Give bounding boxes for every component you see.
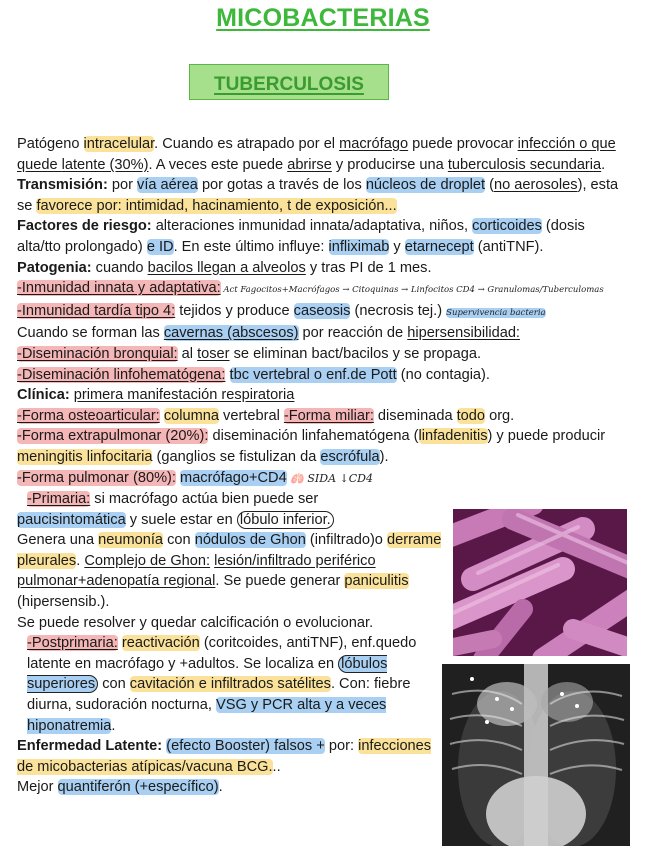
highlight-tbc-vertebral: tbc vertebral o enf.de Pott bbox=[229, 366, 397, 383]
text: con bbox=[163, 532, 195, 549]
text: . bbox=[111, 717, 116, 734]
text: Cuando se forman las bbox=[17, 325, 164, 342]
text: (ganglios se fistulizan da bbox=[152, 448, 321, 465]
highlight-forma-pulmonar: -Forma pulmonar (80%): bbox=[17, 469, 176, 486]
handwritten-sida-cd4: 🫁 SIDA ↓CD4 bbox=[286, 471, 373, 485]
forma-extrapulmonar-paragraph bbox=[17, 426, 622, 467]
text: (dosis alta/tto prolongado) bbox=[17, 218, 585, 255]
highlight-forma-miliar: -Forma miliar: bbox=[283, 407, 374, 424]
underline-primera-manifestacion: primera manifestación respiratoria bbox=[73, 387, 295, 404]
highlight-linfadenitis: linfadenitis bbox=[418, 428, 488, 445]
text: y tras PI de 1 mes. bbox=[305, 259, 432, 276]
text: tejidos y produce bbox=[175, 302, 294, 319]
primaria-line bbox=[17, 489, 442, 510]
text: y producirse una bbox=[331, 156, 448, 173]
highlight-reactivacion: reactivación bbox=[121, 635, 200, 652]
text: (infiltrado)o bbox=[305, 532, 387, 549]
section-title-box bbox=[189, 64, 389, 100]
highlight-via-aerea: vía aérea bbox=[137, 177, 198, 194]
highlight-cavitacion: cavitación e infiltrados satélites bbox=[129, 676, 331, 693]
underline-abrirse: abrirse bbox=[287, 156, 332, 173]
highlight-escrofula: escrófula bbox=[320, 448, 380, 465]
highlight-id: e ID bbox=[146, 238, 174, 255]
text: ), esta se bbox=[17, 177, 619, 214]
highlight-postprimaria: -Postprimaria: bbox=[27, 635, 118, 652]
text: . bbox=[218, 779, 223, 796]
text: por gotas a través de los bbox=[197, 177, 366, 194]
highlight-corticoides: corticoides bbox=[472, 218, 542, 235]
handwritten-immune-chain: Act Fagocitos+Macrófagos → Citoquinas → Linfocitos CD4 → Granulomas/Tuberculomas bbox=[220, 285, 604, 296]
text: . bbox=[601, 156, 606, 173]
highlight-infecciones-atipicas: infecciones de micobacterias atípicas/vacuna BCG. bbox=[17, 738, 432, 775]
text: . En este último influye: bbox=[173, 238, 329, 255]
latente-paragraph bbox=[17, 736, 442, 798]
text: .. bbox=[272, 758, 281, 775]
postprimaria-line bbox=[17, 633, 442, 736]
section-title: TUBERCULOSIS bbox=[214, 74, 364, 95]
highlight-primaria: -Primaria: bbox=[27, 491, 91, 508]
text: . Se puede generar bbox=[215, 573, 345, 590]
text: (no contagia). bbox=[396, 366, 490, 383]
text: por bbox=[107, 177, 138, 194]
text: . Cuando es atrapado por el bbox=[154, 136, 340, 152]
primaria-paragraph bbox=[17, 510, 442, 634]
underline-bacilos-alveolos: bacilos llegan a alveolos bbox=[147, 259, 306, 276]
clinica-line bbox=[17, 385, 622, 406]
highlight-forma-osteoarticular: -Forma osteoarticular: bbox=[17, 407, 160, 424]
text: diseminación linfahematógena ( bbox=[208, 428, 419, 445]
text: Mejor bbox=[17, 779, 58, 796]
underline-no-aerosoles: no aerosoles bbox=[494, 177, 578, 194]
text: diseminada bbox=[373, 407, 457, 424]
primaria-block bbox=[17, 489, 442, 798]
highlight-infliximab: infliximab bbox=[328, 238, 390, 255]
heading-enfermedad-latente: Enfermedad Latente: bbox=[17, 738, 163, 755]
highlight-neumonia: neumonía bbox=[98, 532, 164, 549]
highlight-inmunidad-innata: -Inmunidad innata y adaptativa: bbox=[17, 280, 221, 297]
highlight-dis-linfohematogena: -Diseminación linfohematógena: bbox=[17, 366, 226, 383]
text: se eliminan bact/bacilos y se propaga. bbox=[229, 345, 482, 362]
heading-clinica: Clínica: bbox=[17, 387, 70, 404]
highlight-forma-extrapulmonar: -Forma extrapulmonar (20%): bbox=[17, 428, 209, 445]
forma-pulmonar-line bbox=[17, 468, 622, 490]
text: vertebral bbox=[218, 407, 284, 424]
text: con bbox=[98, 676, 130, 693]
text: y suele estar en bbox=[125, 511, 237, 528]
page-title: MICOBACTERIAS bbox=[216, 4, 430, 32]
circled-lobulo-inferior: lóbulo inferior. bbox=[237, 511, 334, 529]
text: (antiTNF). bbox=[473, 238, 544, 255]
highlight-nodulos-ghon: nódulos de Ghon bbox=[194, 532, 306, 549]
underline-lesion-infiltrado: lesión/infiltrado periférico pulmonar+adenopatía regional bbox=[17, 552, 376, 590]
highlight-quantiferon: quantiferón (+específico) bbox=[57, 779, 219, 796]
underline-tbc-secundaria: tuberculosis secundaria bbox=[447, 156, 602, 173]
bacteria-micrograph-image bbox=[453, 509, 627, 656]
chest-xray-drawing bbox=[442, 664, 630, 846]
heading-transmision: Transmisión: bbox=[17, 177, 108, 194]
text: org. bbox=[485, 407, 515, 424]
text: y bbox=[389, 238, 405, 255]
forma-osteoarticular-line bbox=[17, 406, 622, 427]
highlight-inmunidad-tardia: -Inmunidad tardía tipo 4: bbox=[17, 302, 176, 319]
highlight-nucleos-droplet: núcleos de droplet bbox=[365, 177, 486, 194]
text: al bbox=[177, 345, 198, 362]
patogenia-paragraph bbox=[17, 258, 622, 279]
highlight-efecto-booster: (efecto Booster) falsos + bbox=[166, 738, 325, 755]
highlight-macrofago-cd4: macrófago+CD4 bbox=[180, 469, 287, 486]
bacteria-micrograph-drawing bbox=[453, 509, 627, 656]
underline-infeccion: infección o que quede bbox=[17, 136, 616, 173]
highlight-intracelular: intracelular bbox=[83, 136, 155, 152]
text: cuando bbox=[91, 259, 148, 276]
highlight-etarnecept: etarnecept bbox=[404, 238, 474, 255]
highlight-paucisintomatica: paucisintomática bbox=[17, 511, 126, 528]
cavernas-line bbox=[17, 323, 622, 344]
underline-hipersensibilidad: hipersensibilidad: bbox=[407, 325, 520, 342]
diseminacion-bronquial-line bbox=[17, 344, 622, 365]
diseminacion-linfo-line bbox=[17, 365, 622, 386]
underline-toser: toser bbox=[197, 345, 230, 362]
text: Genera una bbox=[17, 532, 99, 549]
highlight-columna: columna bbox=[163, 407, 219, 424]
highlight-paniculitis: paniculitis bbox=[344, 573, 409, 590]
factores-paragraph bbox=[17, 216, 622, 257]
text: Se puede resolver y quedar calcificación o evolucionar. bbox=[17, 614, 374, 631]
chest-xray-image bbox=[442, 664, 630, 846]
highlight-dis-bronquial: -Diseminación bronquial: bbox=[17, 345, 178, 362]
text: . bbox=[76, 552, 85, 569]
transmision-paragraph bbox=[17, 175, 622, 216]
inmunidad-innata-line bbox=[17, 278, 622, 301]
text: Patógeno bbox=[17, 136, 84, 152]
text: ). bbox=[379, 448, 389, 465]
highlight-cavernas: cavernas (abscesos) bbox=[163, 325, 299, 342]
highlight-vsg-pcr: VSG y PCR alta y a veces hiponatremia bbox=[27, 697, 387, 734]
handwritten-supervivencia: Supervivencia bacteria bbox=[446, 307, 546, 318]
text: ( bbox=[485, 177, 494, 194]
text: por reacción de bbox=[298, 325, 408, 342]
text: si macrófago actúa bien puede ser bbox=[90, 491, 319, 508]
heading-factores-riesgo: Factores de riesgo: bbox=[17, 218, 152, 235]
text: (necrosis tej.) bbox=[350, 302, 447, 319]
heading-patogenia: Patogenia: bbox=[17, 259, 92, 276]
highlight-favorece: favorece por: intimidad, hacinamiento, t de exposición... bbox=[36, 197, 397, 214]
underline-latente: latente (30%) bbox=[61, 156, 149, 173]
inmunidad-tardia-line bbox=[17, 301, 622, 324]
highlight-caseosis: caseosis bbox=[293, 302, 351, 319]
text: ) y puede producir bbox=[487, 428, 606, 445]
text: (coritcoides, antiTNF), enf.quedo latente en macrófago y +adultos. Se localiza en bbox=[27, 635, 417, 672]
text: alteraciones inmunidad innata/adaptativa, niños, bbox=[151, 218, 473, 235]
circled-lobulos-superiores: lóbulos superiores bbox=[27, 655, 388, 693]
text: . A veces este puede bbox=[148, 156, 288, 173]
text: (hipersensib.). bbox=[17, 594, 110, 611]
underline-macrofago: macrófago bbox=[339, 136, 409, 152]
highlight-meningitis: meningitis linfocitaria bbox=[17, 448, 153, 465]
underline-complejo-ghon: Complejo de Ghon: bbox=[84, 552, 211, 569]
text: por: bbox=[324, 738, 359, 755]
highlight-todo: todo bbox=[456, 407, 486, 424]
text: . Con: fiebre diurna, sudoración nocturna, bbox=[27, 676, 411, 714]
intro-paragraph bbox=[17, 134, 622, 175]
highlight-derrame-pleural: derrame pleurales bbox=[17, 532, 442, 569]
text: puede provocar bbox=[408, 136, 518, 152]
text bbox=[225, 367, 229, 383]
